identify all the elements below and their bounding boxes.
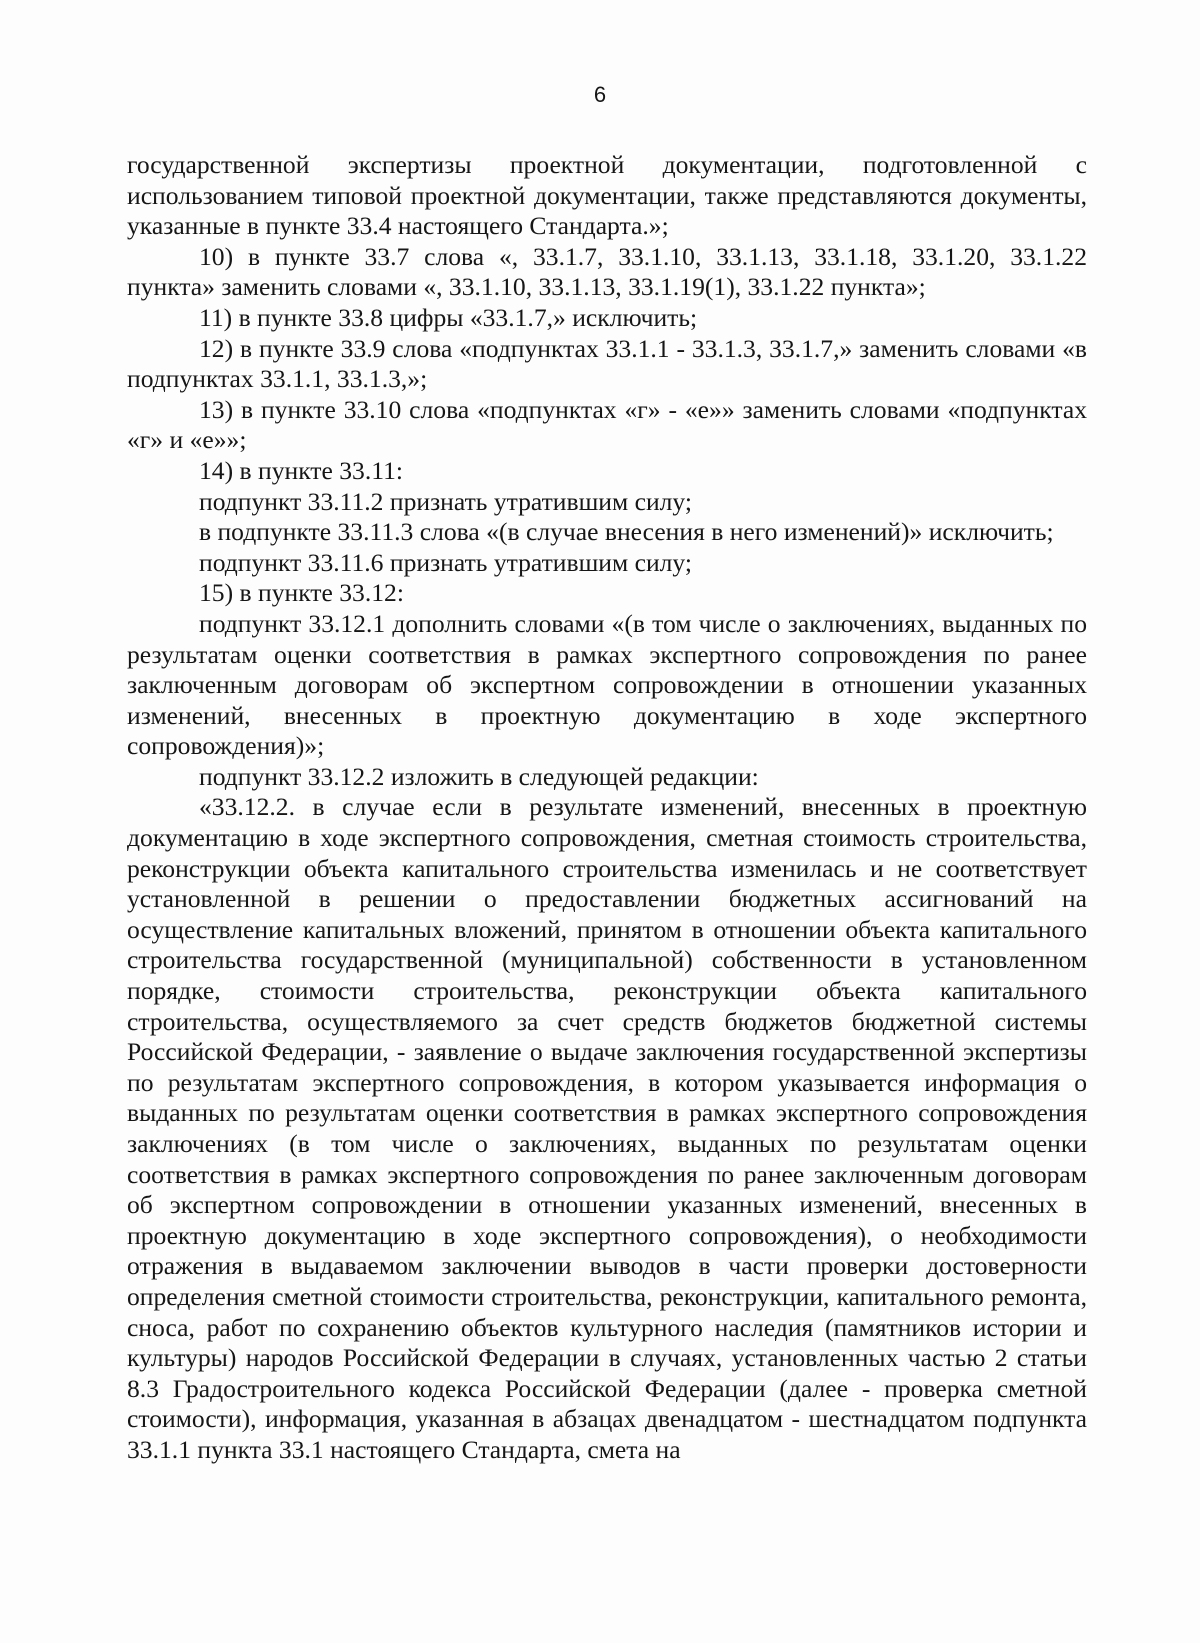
paragraph-item-11: 11) в пункте 33.8 цифры «33.1.7,» исключить; bbox=[199, 302, 698, 332]
paragraph-subitem-33-11-2: подпункт 33.11.2 признать утратившим силу; bbox=[199, 486, 692, 516]
paragraph-subitem-33-12-1: подпункт 33.12.1 дополнить словами «(в том числе о заключениях, выданных по результатам оценки соответствия в рамках экспертного сопровождения по ранее заключенным договорам об экспертном сопровождении в отношении указанных изменений, внесенных в проектную документацию в ходе экспертного сопровождения)»; bbox=[127, 608, 1087, 761]
paragraph-new-wording-33-12-2: «33.12.2. в случае если в результате изменений, внесенных в проектную документацию в ходе экспертного сопровождения, сметная стоимость строительства, реконструкции объекта капитального строительства изменилась и не соответствует установленной в решении о предоставлении бюджетных ассигнований на осуществление капитальных вложений, принятом в отношении объекта капитального строительства государственной (муниципальной) собственности в установленном порядке, стоимости строительства, реконструкции объекта капитального строительства, осуществляемого за счет средств бюджетов бюджетной системы Российской Федерации, - заявление о выдаче заключения государственной экспертизы по результатам экспертного сопровождения, в котором указывается информация о выданных по результатам оценки соответствия в рамках экспертного сопровождения заключениях (в том числе о заключениях, выданных по результатам оценки соответствия в рамках экспертного сопровождения по ранее заключенным договорам об экспертном сопровождении в отношении указанных изменений, внесенных в проектную документацию в ходе экспертного сопровождения), о необходимости отражения в выдаваемом заключении выводов в части проверки достоверности определения сметной стоимости строительства, реконструкции, капитального ремонта, сноса, работ по сохранению объектов культурного наследия (памятников истории и культуры) народов Российской Федерации в случаях, установленных частью 2 статьи 8.3 Градостроительного кодекса Российской Федерации (далее - проверка сметной стоимости), информация, указанная в абзацах двенадцатом - шестнадцатом подпункта 33.1.1 пункта 33.1 настоящего Стандарта, смета на bbox=[127, 792, 1087, 1464]
paragraph-subitem-33-11-6: подпункт 33.11.6 признать утратившим силу; bbox=[199, 547, 692, 577]
paragraph-item-13: 13) в пункте 33.10 слова «подпунктах «г» - «е»» заменить словами «подпунктах «г» и «е»»; bbox=[127, 394, 1087, 455]
paragraph-continuation: государственной экспертизы проектной документации, подготовленной с использованием типовой проектной документации, также представляются документы, указанные в пункте 33.4 настоящего Стандарта.»; bbox=[127, 150, 1087, 241]
paragraph-item-15: 15) в пункте 33.12: bbox=[199, 578, 404, 608]
paragraph-item-10: 10) в пункте 33.7 слова «, 33.1.7, 33.1.10, 33.1.13, 33.1.18, 33.1.20, 33.1.22 пункта» заменить словами «, 33.1.10, 33.1.13, 33.1.19(1), 33.1.22 пункта»; bbox=[127, 241, 1087, 302]
paragraph-subitem-33-12-2: подпункт 33.12.2 изложить в следующей редакции: bbox=[199, 761, 759, 791]
paragraph-item-12: 12) в пункте 33.9 слова «подпунктах 33.1.1 - 33.1.3, 33.1.7,» заменить словами «в подпунктах 33.1.1, 33.1.3,»; bbox=[127, 333, 1087, 394]
page-number: 6 bbox=[593, 82, 607, 107]
paragraph-item-14: 14) в пункте 33.11: bbox=[199, 455, 403, 485]
paragraph-subitem-33-11-3: в подпункте 33.11.3 слова «(в случае внесения в него изменений)» исключить; bbox=[199, 517, 1054, 547]
document-body bbox=[127, 150, 1087, 1466]
